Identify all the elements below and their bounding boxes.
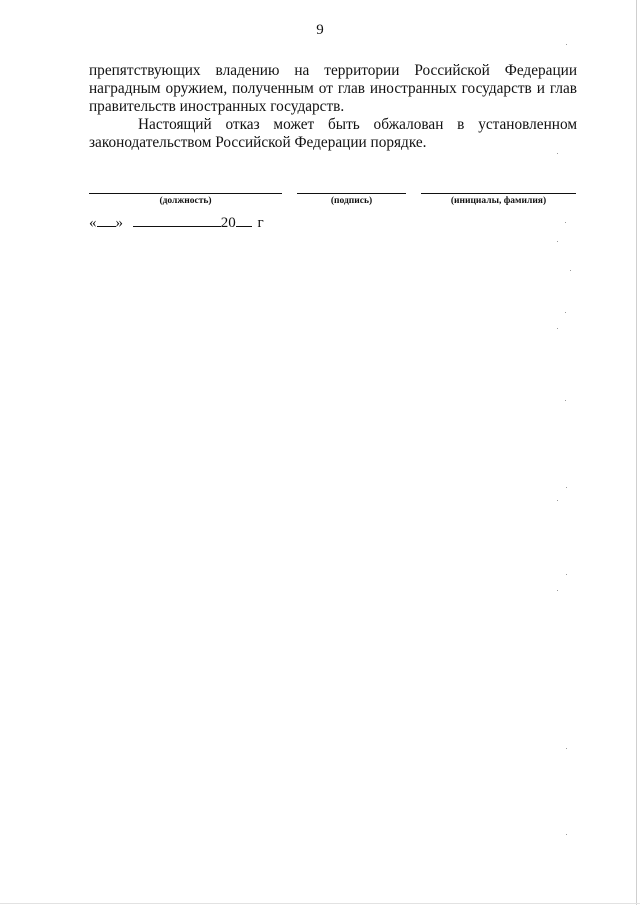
scan-speck [565,222,566,223]
paragraph-2-line-1: Настоящий отказ может быть обжалован в установленном [138,116,577,133]
scan-speck [566,748,567,749]
scan-speck [566,487,567,488]
scan-speck [566,574,567,575]
date-year-prefix: 20 [220,215,236,231]
signature-line [297,193,406,194]
scan-speck [565,400,566,401]
scan-speck [557,328,558,329]
date-day-blank [97,214,116,227]
scan-speck [557,241,558,242]
scan-speck [557,500,558,501]
date-close-quote: » [115,215,123,231]
date-open-quote: « [89,215,97,231]
scan-speck [566,834,567,835]
position-caption: (должность) [159,196,212,206]
page-edge-bottom [0,903,640,904]
position-signature-line [89,193,282,194]
date-year-blank [236,214,252,227]
page-number: 9 [316,22,324,38]
scan-speck [570,270,571,271]
scan-speck [557,153,558,154]
date-line [89,214,264,232]
paragraph-1-line-1: препятствующих владению на территории Российской Федерации [89,62,577,79]
page-edge-right [636,0,637,905]
date-month-blank [133,214,221,227]
date-year-suffix: г [257,215,264,231]
paragraph-1-line-2: наградным оружием, полученным от глав иностранных государств и глав [89,80,577,97]
scan-speck [565,312,566,313]
paragraph-2-line-2: законодательством Российской Федерации порядке. [89,134,427,151]
signature-caption: (подпись) [330,196,373,206]
name-caption: (инициалы, фамилия) [450,196,547,206]
paragraph-1-line-3: правительств иностранных государств. [89,98,345,115]
scan-speck [557,590,558,591]
name-signature-line [421,193,576,194]
scan-speck [566,44,567,45]
body-text [89,62,577,152]
